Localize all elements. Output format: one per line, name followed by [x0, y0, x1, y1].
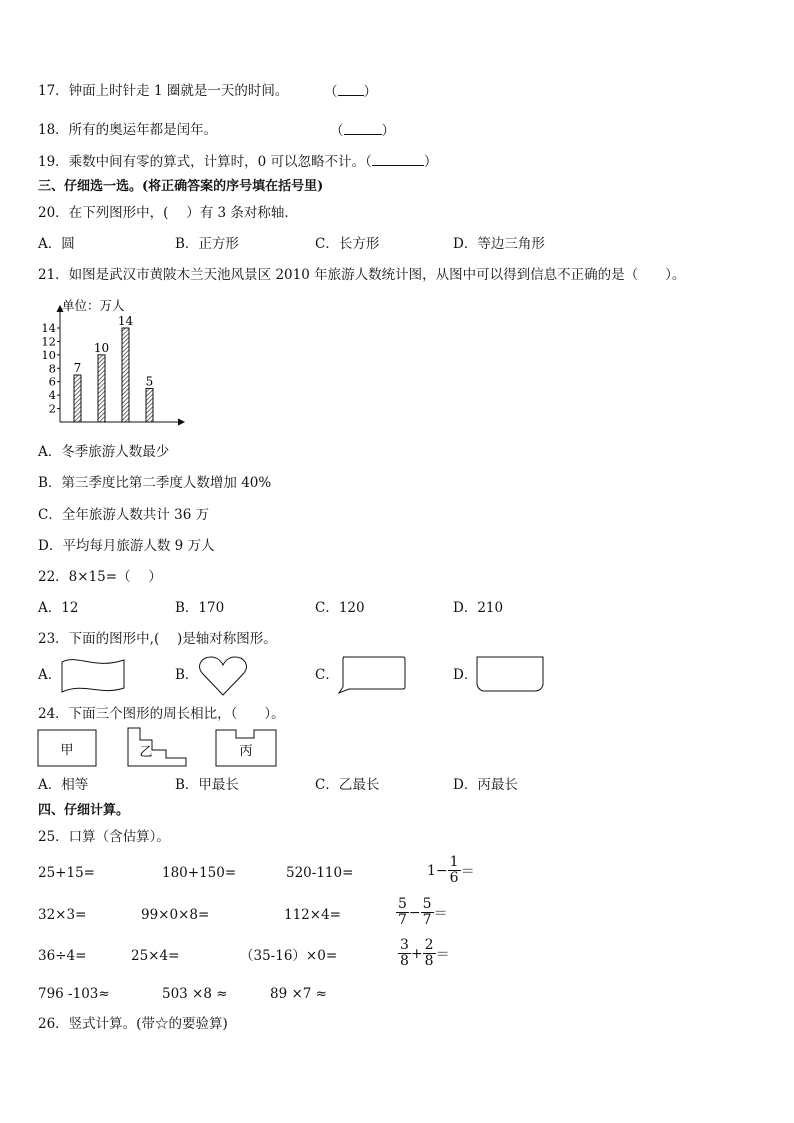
y-tick-label: 4: [48, 388, 56, 403]
q22-option-a[interactable]: A．12: [38, 600, 79, 616]
q24-option-d[interactable]: D．丙最长: [453, 777, 518, 793]
x-axis-arrow: [178, 419, 184, 425]
shape-yi-stairs: [126, 726, 190, 768]
blank-line[interactable]: [344, 121, 382, 135]
q21-option-d[interactable]: D．平均每月旅游人数 9 万人: [38, 538, 215, 554]
question-24-text: 24．下面三个图形的周长相比，（ ）。: [38, 706, 285, 722]
chart-data-label: 10: [93, 340, 110, 355]
question-19-text: 19．乘数中间有零的算式，计算时，0 可以忽略不计。（: [38, 154, 372, 170]
q20-option-c[interactable]: C．长方形: [315, 236, 380, 252]
chart-bars: [74, 328, 153, 422]
y-tick-label: 2: [48, 401, 56, 416]
question-21-text: 21．如图是武汉市黄陂木兰天池风景区 2010 年旅游人数统计图，从图中可以得到信息不正确的是（ ）。: [38, 267, 686, 283]
chart-data-labels: [74, 314, 154, 388]
q24-option-a[interactable]: A．相等: [38, 777, 89, 793]
question-26-text: 26．竖式计算。(带☆的要验算): [38, 1016, 228, 1032]
y-tick-label: 8: [48, 361, 56, 376]
oral-calc-item[interactable]: 520-110=: [286, 865, 354, 881]
oral-calc-item[interactable]: （35-16）×0=: [240, 948, 338, 964]
shape-bing-notched: [214, 728, 280, 768]
answer-blank-17[interactable]: （ ）: [324, 84, 377, 100]
q20-option-d[interactable]: D．等边三角形: [453, 236, 545, 252]
oral-calc-item[interactable]: 99×0×8=: [141, 907, 210, 923]
estimate-item[interactable]: 503 ×8 ≈: [162, 986, 228, 1002]
chart-data-label: 14: [117, 314, 134, 328]
answer-blank-19[interactable]: [372, 152, 424, 166]
y-tick-label: 14: [41, 321, 56, 335]
y-tick-label: 6: [48, 374, 56, 389]
oral-calc-item[interactable]: 25×4=: [131, 948, 180, 964]
chart-bar: [122, 328, 129, 422]
wavy-flag-shape: [60, 656, 126, 696]
fraction: $\frac{5}{7}$: [422, 896, 432, 928]
shape-bing-label: 丙: [239, 744, 253, 759]
fraction: $\frac{1}{6}$: [449, 854, 459, 886]
heart-shape: [198, 655, 248, 697]
question-22-text: 22．8×15=（ ）: [38, 569, 162, 585]
oral-calc-item[interactable]: 32×3=: [38, 907, 87, 923]
oral-calc-item[interactable]: 180+150=: [162, 865, 237, 881]
shape-jia-rectangle: [36, 728, 100, 768]
q21-option-b[interactable]: B．第三季度比第二季度人数增加 40%: [38, 475, 272, 491]
q23-option-c[interactable]: C．: [315, 667, 339, 683]
fraction-expression-2[interactable]: $\frac{5}{7}$ − $\frac{5}{7}$ ＝: [398, 896, 448, 928]
q23-option-a[interactable]: A．: [38, 667, 62, 683]
chart-data-label: 5: [145, 374, 154, 389]
shape-yi-label: 乙: [139, 745, 153, 760]
answer-blank-18[interactable]: （ ）: [330, 123, 395, 139]
curled-rectangle-shape: [475, 655, 547, 695]
question-18-text: 18．所有的奥运年都是闰年。: [38, 122, 218, 138]
estimate-item[interactable]: 796 -103≈: [38, 986, 110, 1002]
chart-bar: [146, 388, 153, 422]
fraction: $\frac{2}{8}$: [424, 937, 434, 969]
q22-option-b[interactable]: B．170: [175, 600, 225, 616]
q21-option-c[interactable]: C．全年旅游人数共计 36 万: [38, 507, 210, 523]
q23-option-b[interactable]: B．: [175, 667, 199, 683]
q21-option-a[interactable]: A．冬季旅游人数最少: [38, 444, 170, 460]
estimate-item[interactable]: 89 ×7 ≈: [270, 986, 327, 1002]
shape-jia-label: 甲: [60, 743, 74, 758]
section-3-heading: 三、仔细选一选。(将正确答案的序号填在括号里): [38, 179, 324, 194]
question-19: 19．乘数中间有零的算式，计算时，0 可以忽略不计。（ ）: [38, 154, 438, 170]
speech-bubble-shape: [337, 655, 407, 695]
y-tick-label: 10: [41, 347, 56, 362]
fraction: $\frac{3}{8}$: [400, 937, 409, 969]
question-20-text: 20．在下列图形中，( ）有 3 条对称轴．: [38, 205, 298, 221]
chart-bar: [74, 375, 81, 422]
question-17: [38, 82, 288, 100]
q23-option-d[interactable]: D．: [453, 667, 478, 683]
fraction: $\frac{5}{7}$: [398, 896, 407, 928]
question-25-text: 25．口算（含估算）。: [38, 829, 170, 845]
chart-bar: [98, 355, 105, 422]
q20-option-a[interactable]: A．圆: [38, 236, 75, 252]
oral-calc-item[interactable]: 25+15=: [38, 865, 95, 881]
q22-option-d[interactable]: D．210: [453, 600, 504, 616]
chart-unit-label: 单位：万人: [62, 298, 125, 313]
question-18: [38, 121, 217, 139]
q24-option-c[interactable]: C．乙最长: [315, 777, 380, 793]
question-23-text: 23．下面的图形中,( )是轴对称图形。: [38, 631, 277, 647]
section-4-heading: 四、仔细计算。: [38, 803, 130, 818]
fraction-expression-3[interactable]: $\frac{3}{8}$ + $\frac{2}{8}$ ＝: [400, 937, 450, 969]
q24-option-b[interactable]: B．甲最长: [175, 777, 239, 793]
chart-data-label: 7: [73, 361, 82, 375]
oral-calc-item[interactable]: 36÷4=: [38, 948, 87, 964]
tourism-bar-chart: [36, 294, 196, 430]
chart-ticks: [41, 321, 60, 416]
q22-option-c[interactable]: C．120: [315, 600, 365, 616]
oral-calc-item[interactable]: 112×4=: [284, 907, 341, 923]
fraction-expression-1[interactable]: 1− $\frac{1}{6}$ ＝: [427, 854, 475, 886]
blank-line[interactable]: [338, 82, 364, 96]
question-17-text: 17．钟面上时针走 1 圈就是一天的时间。: [38, 83, 289, 99]
y-tick-label: 12: [41, 334, 56, 349]
q20-option-b[interactable]: B．正方形: [175, 236, 239, 252]
